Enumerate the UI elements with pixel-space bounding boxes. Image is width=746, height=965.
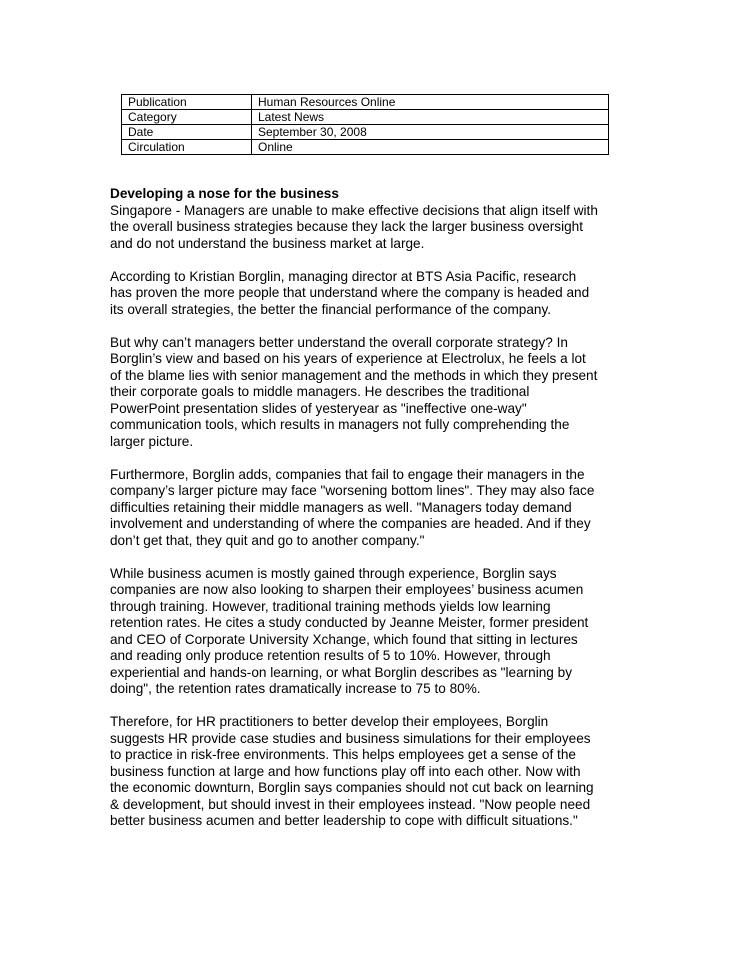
paragraph-line: larger picture.	[110, 433, 194, 449]
table-row	[122, 95, 609, 110]
table-row	[122, 140, 609, 155]
paragraph-line: involvement and understanding of where the companies are headed. And if they	[110, 516, 591, 531]
paragraph-line: doing", the retention rates dramatically increase to 75 to 80%.	[110, 681, 481, 696]
paragraph-line: While business acumen is mostly gained through experience, Borglin says	[110, 565, 557, 581]
article-paragraph	[110, 467, 650, 550]
paragraph-line: PowerPoint presentation slides of yesteryear as "ineffective one-way"	[110, 400, 527, 416]
paragraph-line: experiential and hands-on learning, or what Borglin describes as "learning by	[110, 664, 573, 680]
paragraph-line: According to Kristian Borglin, managing director at BTS Asia Pacific, research	[110, 268, 577, 284]
paragraph-line: and reading only produce retention results of 5 to 10%. However, through	[110, 648, 551, 663]
publication-value: Human Resources Online	[252, 95, 609, 110]
paragraph-line: & development, but should invest in their employees instead. "Now people need	[110, 796, 591, 812]
category-label: Category	[122, 110, 252, 125]
paragraph-line: Furthermore, Borglin adds, companies that fail to engage their managers in the	[110, 466, 585, 482]
paragraph-line: business function at large and how functions play off into each other. Now with	[110, 763, 581, 779]
table-row	[122, 125, 609, 140]
category-value: Latest News	[252, 110, 609, 125]
paragraph-line: company’s larger picture may face "worsening bottom lines". They may also face	[110, 483, 595, 498]
article-paragraph	[110, 203, 650, 253]
date-value: September 30, 2008	[252, 125, 609, 140]
publication-label: Publication	[122, 95, 252, 110]
paragraph-line: difficulties retaining their middle managers as well. "Managers today demand	[110, 499, 572, 515]
paragraph-line: retention rates. He cites a study conducted by Jeanne Meister, former president	[110, 615, 589, 630]
paragraph-line: better business acumen and better leadership to cope with difficult situations."	[110, 813, 578, 828]
paragraph-line: communication tools, which results in managers not fully comprehending the	[110, 417, 570, 432]
paragraph-line: don’t get that, they quit and go to another company."	[110, 532, 425, 548]
paragraph-line: through training. However, traditional training methods yields low learning	[110, 598, 551, 614]
paragraph-line: suggests HR provide case studies and business simulations for their employees	[110, 730, 591, 746]
paragraph-line: Therefore, for HR practitioners to better develop their employees, Borglin	[110, 714, 549, 729]
article-paragraph	[110, 714, 650, 830]
paragraph-line: of the blame lies with senior management and the methods in which they present	[110, 367, 598, 383]
paragraph-line: companies are now also looking to sharpen their employees’ business acumen	[110, 582, 584, 597]
paragraph-line: the economic downturn, Borglin says companies should not cut back on learning	[110, 780, 594, 795]
paragraph-line: has proven the more people that understand where the company is headed and	[110, 285, 590, 300]
table-row	[122, 110, 609, 125]
article-paragraph	[110, 269, 650, 319]
paragraph-line: to practice in risk-free environments. This helps employees get a sense of the	[110, 747, 576, 762]
paragraph-line: their corporate goals to middle managers. He describes the traditional	[110, 384, 530, 399]
paragraph-line: But why can’t managers better understand the overall corporate strategy? In	[110, 334, 568, 350]
circulation-label: Circulation	[122, 140, 252, 155]
paragraph-line: its overall strategies, the better the financial performance of the company.	[110, 301, 552, 317]
article-paragraph	[110, 566, 650, 698]
paragraph-line: the overall business strategies because they lack the larger business oversight	[110, 219, 584, 234]
paragraph-line: and CEO of Corporate University Xchange, which found that sitting in lectures	[110, 631, 578, 647]
paragraph-line: and do not understand the business market at large.	[110, 235, 425, 251]
circulation-value: Online	[252, 140, 609, 155]
article-headline: Developing a nose for the business	[110, 186, 339, 201]
article-paragraph	[110, 335, 650, 451]
paragraph-line: Borglin’s view and based on his years of experience at Electrolux, he feels a lot	[110, 351, 586, 366]
publication-info-table	[121, 94, 609, 155]
article-body	[110, 186, 650, 846]
date-label: Date	[122, 125, 252, 140]
paragraph-line: Singapore - Managers are unable to make effective decisions that align itself with	[110, 202, 598, 218]
